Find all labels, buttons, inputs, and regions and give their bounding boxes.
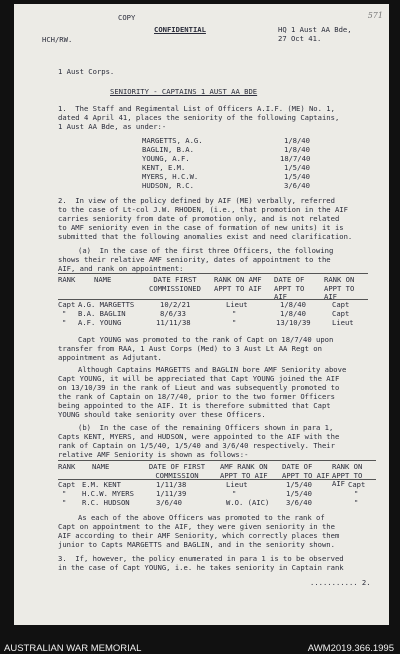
para-2-line: to the case of Lt-col J.W. RHODEN, (i.e., that promotion in the AIF <box>58 205 348 214</box>
continuation-marker: ........... 2. <box>310 578 371 587</box>
para-2-line: submitted that the following anomalies exist and need clarification. <box>58 232 353 241</box>
para-line: Capts KENT, MYERS, and HUDSON, were appointed to the AIF with the <box>58 432 340 441</box>
para-line: 3. If, however, the policy enumerated in para 1 is to be observed <box>58 554 344 563</box>
table-header: DATE OF APPT TO AIF <box>274 275 305 302</box>
hq-line-1: HQ 1 Aust AA Bde, <box>278 25 352 34</box>
table-cell: 10/2/21 <box>160 300 191 309</box>
list-item-name: MYERS, H.C.W. <box>142 172 199 181</box>
table-cell: Capt <box>332 300 350 309</box>
para-2-line: to AMF seniority even in the case of formation of new units) it is <box>58 223 344 232</box>
para-2a-line: shows their relative AMF seniority, dates of appointment to the <box>58 255 331 264</box>
para-line: Capt YOUNG, it will be appreciated that Capt YOUNG joined the AIF <box>58 374 340 383</box>
para-line: in the case of Capt YOUNG, i.e. he takes seniority in Captain rank <box>58 563 344 572</box>
table-cell: R.C. HUDSON <box>82 498 130 507</box>
para-line: (b) In the case of the remaining Officers shown in para 1, <box>78 423 334 432</box>
table-cell: 1/11/38 <box>156 480 187 489</box>
table-cell: Capt <box>58 480 76 489</box>
table-cell: 13/10/39 <box>276 318 311 327</box>
table-cell: " <box>232 489 237 498</box>
table-header: NAME <box>92 462 110 471</box>
table-cell: 1/5/40 <box>286 480 312 489</box>
list-item-name: KENT, E.M. <box>142 163 186 172</box>
para-2a-line: (a) In the case of the first three Officers, the following <box>78 246 334 255</box>
table-cell: H.C.W. MYERS <box>82 489 134 498</box>
para-line: on 13/10/39 in the rank of Lieut and was subsequently promoted to <box>58 383 340 392</box>
para-line: rank of Captain on 1/5/40, 1/5/40 and 3/6/40 respectively. Their <box>58 441 335 450</box>
subject-heading: SENIORITY - CAPTAINS 1 AUST AA BDE <box>110 87 258 96</box>
table-cell: " <box>354 489 359 498</box>
list-item-name: MARGETTS, A.G. <box>142 136 203 145</box>
table-cell: 1/5/40 <box>286 489 312 498</box>
para-line: YOUNG should take seniority over these Officers. <box>58 410 266 419</box>
table-header: RANK ON AMF APPT TO AIF <box>214 275 262 293</box>
table-cell: 3/6/40 <box>286 498 312 507</box>
addressee: 1 Aust Corps. <box>58 67 115 76</box>
pencil-annotation: 571 <box>367 11 383 20</box>
para-1-line: dated 4 April 41, places the seniority of the following Captains, <box>58 113 340 122</box>
table-cell: " <box>232 309 237 318</box>
table-cell: 1/11/39 <box>156 489 187 498</box>
table-cell: E.M. KENT <box>82 480 121 489</box>
table-cell: Capt <box>332 309 350 318</box>
table-cell: 3/6/40 <box>156 498 182 507</box>
table-header: RANK ON APPT TO AIF <box>324 275 355 302</box>
list-item-date: 1/8/40 <box>284 145 310 154</box>
list-item-name: BAGLIN, B.A. <box>142 145 194 154</box>
table-cell: " <box>354 498 359 507</box>
table-header: DATE FIRST COMMISSIONED <box>149 275 201 293</box>
table-cell: Lieut <box>332 318 354 327</box>
para-1-line: 1. The Staff and Regimental List of Officers A.I.F. (ME) No. 1, <box>58 104 335 113</box>
table-header: DATE OF FIRST COMMISSION <box>148 462 206 480</box>
table-header: RANK <box>58 275 76 284</box>
table-cell: " <box>62 498 67 507</box>
table-header: AMF RANK ON APPT TO AIF <box>220 462 268 480</box>
para-line: appointment as Adjutant. <box>58 353 162 362</box>
para-2a-line: AIF, and rank on appointment: <box>58 264 184 273</box>
table-cell: Lieut <box>226 480 248 489</box>
list-item-name: YOUNG, A.F. <box>142 154 190 163</box>
para-2-line: carries seniority from date of promotion only, and is not related <box>58 214 340 223</box>
list-item-date: 1/5/40 <box>284 163 310 172</box>
list-item-date: 1/8/40 <box>284 136 310 145</box>
hq-line-2: 27 Oct 41. <box>278 34 322 43</box>
footer-bar <box>0 627 400 653</box>
document-page <box>14 4 389 625</box>
list-item-date: 1/5/40 <box>284 172 310 181</box>
para-line: Capt YOUNG was promoted to the rank of Capt on 18/7/40 upon <box>78 335 334 344</box>
classification-label: CONFIDENTIAL <box>154 25 206 34</box>
copy-label: COPY <box>118 13 136 22</box>
table-header: RANK ON APPT TO AIF <box>332 462 363 489</box>
para-line: As each of the above Officers was promoted to the rank of <box>78 513 325 522</box>
table-cell: Capt <box>348 480 366 489</box>
table-cell: " <box>62 318 67 327</box>
table-cell: 1/8/40 <box>280 309 306 318</box>
para-line: transfer from RAA, 1 Aust Corps (Med) to 3 Aust Lt AA Regt on <box>58 344 322 353</box>
table-header: RANK <box>58 462 76 471</box>
table-cell: B.A. BAGLIN <box>78 309 126 318</box>
para-line: junior to Capts MARGETTS and BAGLIN, and in the seniority shown. <box>58 540 335 549</box>
footer-institution: AUSTRALIAN WAR MEMORIAL <box>4 643 142 654</box>
para-1-line: 1 Aust AA Bde, as under:- <box>58 122 167 131</box>
table-cell: 8/6/33 <box>160 309 186 318</box>
para-line: Although Captains MARGETTS and BAGLIN bore AMF Seniority above <box>78 365 347 374</box>
table-cell: Lieut <box>226 300 248 309</box>
table-cell: " <box>232 318 237 327</box>
table-cell: 11/11/38 <box>156 318 191 327</box>
para-line: AIF according to their AMF Seniority, which correctly places them <box>58 531 340 540</box>
para-line: being appointed to the AIF. It is therefore submitted that Capt <box>58 401 331 410</box>
table-header: DATE OF APPT TO AIF <box>282 462 330 480</box>
table-cell: 1/8/40 <box>280 300 306 309</box>
table-cell: " <box>62 489 67 498</box>
table-header: NAME <box>94 275 112 284</box>
para-line: Capt on appointment to the AIF, they were given seniority in the <box>58 522 335 531</box>
para-line: relative AMF Seniority is shown as follows:- <box>58 450 249 459</box>
list-item-name: HUDSON, R.C. <box>142 181 194 190</box>
list-item-date: 18/7/40 <box>280 154 311 163</box>
footer-accession-number: AWM2019.366.1995 <box>307 643 394 654</box>
table-cell: W.O. (AIC) <box>226 498 270 507</box>
table-cell: A.F. YOUNG <box>78 318 122 327</box>
table-cell: " <box>62 309 67 318</box>
para-2-line: 2. In view of the policy defined by AIF (ME) verbally, referred <box>58 196 335 205</box>
reference: HCH/RW. <box>42 35 73 44</box>
table-cell: Capt <box>58 300 76 309</box>
list-item-date: 3/6/40 <box>284 181 310 190</box>
para-line: the rank of Captain on 18/7/40, prior to the two former Officers <box>58 392 335 401</box>
table-cell: A.G. MARGETTS <box>78 300 135 309</box>
